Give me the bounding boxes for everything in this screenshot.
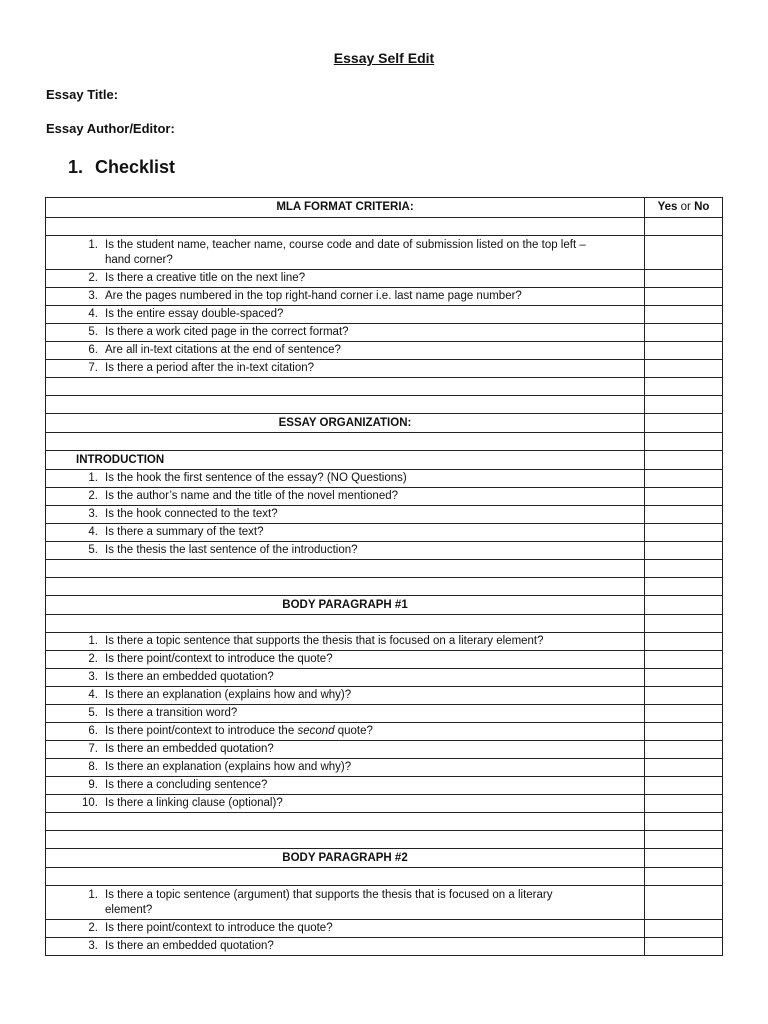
table-row xyxy=(46,342,723,360)
table-row xyxy=(46,524,723,542)
table-row xyxy=(46,470,723,488)
question-number: 7. xyxy=(88,743,98,755)
question-number: 7. xyxy=(88,362,98,374)
question-number: 4. xyxy=(88,689,98,701)
question-number: 1. xyxy=(88,238,98,251)
table-row xyxy=(46,288,723,306)
answer-cell[interactable] xyxy=(645,342,723,360)
answer-cell[interactable] xyxy=(645,378,723,396)
blank-cell xyxy=(46,578,645,596)
section-header-row xyxy=(46,849,723,868)
section-number: 1. xyxy=(68,157,84,177)
answer-cell[interactable] xyxy=(645,938,723,956)
answer-cell[interactable] xyxy=(645,849,723,868)
question-number: 10. xyxy=(82,797,98,809)
question-cell xyxy=(46,324,645,342)
section-title: Checklist xyxy=(95,157,176,177)
question-cell xyxy=(46,360,645,378)
question-cell xyxy=(46,777,645,795)
answer-cell[interactable] xyxy=(645,669,723,687)
table-row xyxy=(46,938,723,956)
table-row xyxy=(46,236,723,270)
answer-cell[interactable] xyxy=(645,218,723,236)
table-header-row xyxy=(46,198,723,218)
question-number: 1. xyxy=(88,635,98,647)
question-text: Is there point/context to introduce the quote? xyxy=(105,653,333,665)
question-text: Are the pages numbered in the top right-hand corner i.e. last name page number? xyxy=(105,290,522,302)
answer-cell[interactable] xyxy=(645,777,723,795)
table-row xyxy=(46,759,723,777)
question-text: Is there a topic sentence that supports the thesis that is focused on a literary element? xyxy=(105,635,544,647)
mla-header: MLA FORMAT CRITERIA: xyxy=(46,198,645,218)
table-row xyxy=(46,542,723,560)
question-text: Is there a period after the in-text citation? xyxy=(105,362,315,374)
answer-cell[interactable] xyxy=(645,524,723,542)
blank-row xyxy=(46,378,723,396)
question-text: Is there a summary of the text? xyxy=(105,526,264,538)
answer-cell[interactable] xyxy=(645,723,723,741)
question-number: 1. xyxy=(88,888,98,901)
answer-cell[interactable] xyxy=(645,886,723,920)
answer-cell[interactable] xyxy=(645,451,723,470)
table-row xyxy=(46,795,723,813)
essay-title-label: Essay Title: xyxy=(46,87,119,102)
table-row xyxy=(46,777,723,795)
answer-cell[interactable] xyxy=(645,396,723,414)
question-cell xyxy=(46,886,645,920)
answer-cell[interactable] xyxy=(645,488,723,506)
question-number: 9. xyxy=(88,779,98,791)
question-cell xyxy=(46,669,645,687)
question-cell xyxy=(46,938,645,956)
table-row xyxy=(46,723,723,741)
question-text xyxy=(105,724,640,739)
subheader-row xyxy=(46,451,723,470)
blank-cell xyxy=(46,378,645,396)
answer-cell[interactable] xyxy=(645,651,723,669)
section-heading xyxy=(68,157,175,178)
body2-header: BODY PARAGRAPH #2 xyxy=(46,849,645,868)
question-text: Is there an embedded quotation? xyxy=(105,940,274,952)
question-cell xyxy=(46,270,645,288)
blank-cell xyxy=(46,831,645,849)
question-text: Is the thesis the last sentence of the introduction? xyxy=(105,544,358,556)
answer-cell[interactable] xyxy=(645,324,723,342)
checklist-table xyxy=(45,197,723,956)
table-row xyxy=(46,360,723,378)
answer-cell[interactable] xyxy=(645,920,723,938)
question-cell xyxy=(46,470,645,488)
blank-row xyxy=(46,578,723,596)
blank-cell xyxy=(46,560,645,578)
question-cell xyxy=(46,306,645,324)
question-cell xyxy=(46,236,645,270)
question-text: Is the entire essay double-spaced? xyxy=(105,308,284,320)
question-text: Are all in-text citations at the end of sentence? xyxy=(105,344,341,356)
question-number: 2. xyxy=(88,922,98,934)
no-label: No xyxy=(694,201,710,213)
question-number: 2. xyxy=(88,653,98,665)
table-row xyxy=(46,687,723,705)
question-text: Is there a topic sentence (argument) that supports the thesis that is focused on a literary element? xyxy=(105,888,553,916)
table-row xyxy=(46,324,723,342)
table-row xyxy=(46,270,723,288)
introduction-label: INTRODUCTION xyxy=(46,451,645,470)
question-cell xyxy=(46,633,645,651)
blank-row xyxy=(46,868,723,886)
answer-cell[interactable] xyxy=(645,687,723,705)
question-number: 2. xyxy=(88,272,98,284)
blank-cell xyxy=(46,813,645,831)
table-row xyxy=(46,741,723,759)
question-number: 2. xyxy=(88,490,98,502)
question-number: 5. xyxy=(88,707,98,719)
section-header-row xyxy=(46,414,723,433)
question-number: 4. xyxy=(88,526,98,538)
question-cell xyxy=(46,651,645,669)
question-number: 5. xyxy=(88,326,98,338)
question-text: Is the hook connected to the text? xyxy=(105,508,278,520)
question-cell xyxy=(46,542,645,560)
question-number: 1. xyxy=(88,472,98,484)
answer-cell[interactable] xyxy=(645,360,723,378)
yes-label: Yes xyxy=(657,201,678,213)
answer-cell[interactable] xyxy=(645,615,723,633)
question-cell xyxy=(46,488,645,506)
question-cell xyxy=(46,288,645,306)
answer-cell[interactable] xyxy=(645,705,723,723)
table-row xyxy=(46,488,723,506)
blank-cell xyxy=(46,868,645,886)
table-row xyxy=(46,705,723,723)
answer-cell[interactable] xyxy=(645,306,723,324)
question-number: 5. xyxy=(88,544,98,556)
or-label: or xyxy=(680,201,691,213)
question-text-part: quote? xyxy=(334,725,373,737)
answer-cell[interactable] xyxy=(645,236,723,270)
blank-row xyxy=(46,218,723,236)
question-cell xyxy=(46,741,645,759)
question-number: 8. xyxy=(88,761,98,773)
question-text: Is the author’s name and the title of the novel mentioned? xyxy=(105,490,399,502)
question-text: Is there a concluding sentence? xyxy=(105,779,268,791)
blank-row xyxy=(46,560,723,578)
essay-author-label: Essay Author/Editor: xyxy=(46,121,175,136)
blank-cell xyxy=(46,396,645,414)
body1-header: BODY PARAGRAPH #1 xyxy=(46,596,645,615)
answer-cell[interactable] xyxy=(645,506,723,524)
blank-cell xyxy=(46,433,645,451)
question-cell xyxy=(46,506,645,524)
blank-cell xyxy=(46,615,645,633)
question-text: Is there point/context to introduce the quote? xyxy=(105,922,333,934)
answer-cell[interactable] xyxy=(645,795,723,813)
question-cell xyxy=(46,705,645,723)
table-row xyxy=(46,306,723,324)
blank-row xyxy=(46,396,723,414)
question-number: 6. xyxy=(88,344,98,356)
section-header-row xyxy=(46,596,723,615)
question-cell xyxy=(46,795,645,813)
table-row xyxy=(46,506,723,524)
question-text-part: Is there point/context to introduce the xyxy=(105,725,298,737)
question-number: 3. xyxy=(88,508,98,520)
document-title: Essay Self Edit xyxy=(333,50,435,66)
answer-cell[interactable] xyxy=(645,433,723,451)
blank-row xyxy=(46,813,723,831)
answer-cell[interactable] xyxy=(645,868,723,886)
table-row xyxy=(46,669,723,687)
question-text: Is the student name, teacher name, course code and date of submission listed on the top left –hand corner? xyxy=(105,238,586,266)
answer-cell[interactable] xyxy=(645,560,723,578)
blank-row xyxy=(46,831,723,849)
question-text: Is the hook the first sentence of the essay? (NO Questions) xyxy=(105,472,407,484)
answer-cell[interactable] xyxy=(645,470,723,488)
question-cell xyxy=(46,920,645,938)
yes-no-header xyxy=(645,198,723,218)
question-text: Is there a linking clause (optional)? xyxy=(105,797,283,809)
org-header: ESSAY ORGANIZATION: xyxy=(46,414,645,433)
question-number: 3. xyxy=(88,290,98,302)
answer-cell[interactable] xyxy=(645,741,723,759)
question-text: Is there an explanation (explains how and why)? xyxy=(105,761,352,773)
answer-cell[interactable] xyxy=(645,414,723,433)
question-text: Is there a creative title on the next line? xyxy=(105,272,306,284)
question-number: 4. xyxy=(88,308,98,320)
question-cell xyxy=(46,759,645,777)
table-row xyxy=(46,633,723,651)
answer-cell[interactable] xyxy=(645,633,723,651)
question-text: Is there an embedded quotation? xyxy=(105,743,274,755)
blank-row xyxy=(46,615,723,633)
question-cell xyxy=(46,723,645,741)
answer-cell[interactable] xyxy=(645,578,723,596)
blank-cell xyxy=(46,218,645,236)
answer-cell[interactable] xyxy=(645,813,723,831)
answer-cell[interactable] xyxy=(645,831,723,849)
question-number: 3. xyxy=(88,940,98,952)
question-text: Is there a work cited page in the correct format? xyxy=(105,326,349,338)
answer-cell[interactable] xyxy=(645,288,723,306)
question-text: Is there an embedded quotation? xyxy=(105,671,274,683)
question-cell xyxy=(46,687,645,705)
question-number: 6. xyxy=(88,725,98,737)
answer-cell[interactable] xyxy=(645,542,723,560)
answer-cell[interactable] xyxy=(645,596,723,615)
question-text-italic: second xyxy=(297,725,335,737)
question-text: Is there a transition word? xyxy=(105,707,238,719)
answer-cell[interactable] xyxy=(645,270,723,288)
question-cell xyxy=(46,342,645,360)
answer-cell[interactable] xyxy=(645,759,723,777)
question-cell xyxy=(46,524,645,542)
table-row xyxy=(46,886,723,920)
question-text: Is there an explanation (explains how and why)? xyxy=(105,689,352,701)
table-row xyxy=(46,651,723,669)
question-number: 3. xyxy=(88,671,98,683)
table-row xyxy=(46,920,723,938)
blank-row xyxy=(46,433,723,451)
